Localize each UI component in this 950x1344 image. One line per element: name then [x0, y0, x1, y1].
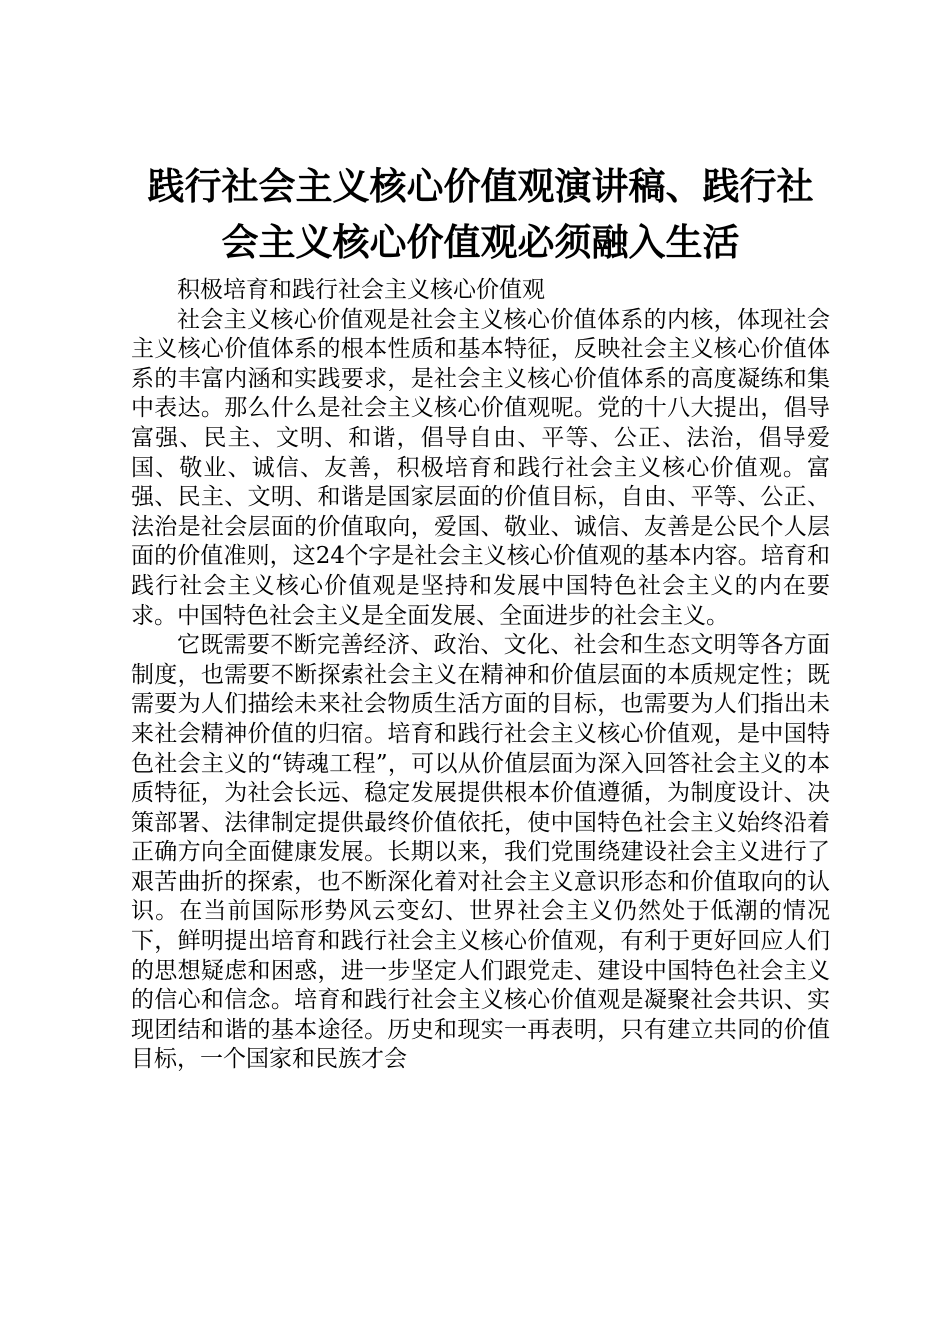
document-subtitle: 积极培育和践行社会主义核心价值观 [177, 277, 545, 303]
paragraph-1: 社会主义核心价值观是社会主义核心价值体系的内核，体现社会主义核心价值体系的根本性质和基本特征，反映社会主义核心价值体系的丰富内涵和实践要求，是社会主义核心价值体系的高度凝练和集中表达。那么什么是社会主义核心价值观呢。党的十八大提出，倡导富强、民主、文明、和谐，倡导自由、平等、公正、法治，倡导爱国、敬业、诚信、友善，积极培育和践行社会主义核心价值观。富强、民主、文明、和谐是国家层面的价值目标，自由、平等、公正、法治是社会层面的价值取向，爱国、敬业、诚信、友善是公民个人层面的价值准则，这24个字是社会主义核心价值观的基本内容。培育和践行社会主义核心价值观是坚持和发展中国特色社会主义的内在要求。中国特色社会主义是全面发展、全面进步的社会主义。 [131, 306, 830, 629]
paragraph-2: 它既需要不断完善经济、政治、文化、社会和生态文明等各方面制度，也需要不断探索社会主义在精神和价值层面的本质规定性；既需要为人们描绘未来社会物质生活方面的目标，也需要为人们指出未来社会精神价值的归宿。培育和践行社会主义核心价值观，是中国特色社会主义的“铸魂工程”，可以从价值层面为深入回答社会主义的本质特征，为社会长远、稳定发展提供根本价值遵循，为制度设计、决策部署、法律制定提供最终价值依托，使中国特色社会主义始终沿着正确方向全面健康发展。长期以来，我们党围绕建设社会主义进行了艰苦曲折的探索，也不断深化着对社会主义意识形态和价值取向的认识。在当前国际形势风云变幻、世界社会主义仍然处于低潮的情况下，鲜明提出培育和践行社会主义核心价值观，有利于更好回应人们的思想疑虑和困惑，进一步坚定人们跟党走、建设中国特色社会主义的信心和信念。培育和践行社会主义核心价值观是凝聚社会共识、实现团结和谐的基本途径。历史和现实一再表明，只有建立共同的价值目标，一个国家和民族才会 [131, 632, 830, 1073]
document-title: 践行社会主义核心价值观演讲稿、践行社会主义核心价值观必须融入生活 [147, 164, 814, 264]
document-body [131, 276, 830, 1075]
